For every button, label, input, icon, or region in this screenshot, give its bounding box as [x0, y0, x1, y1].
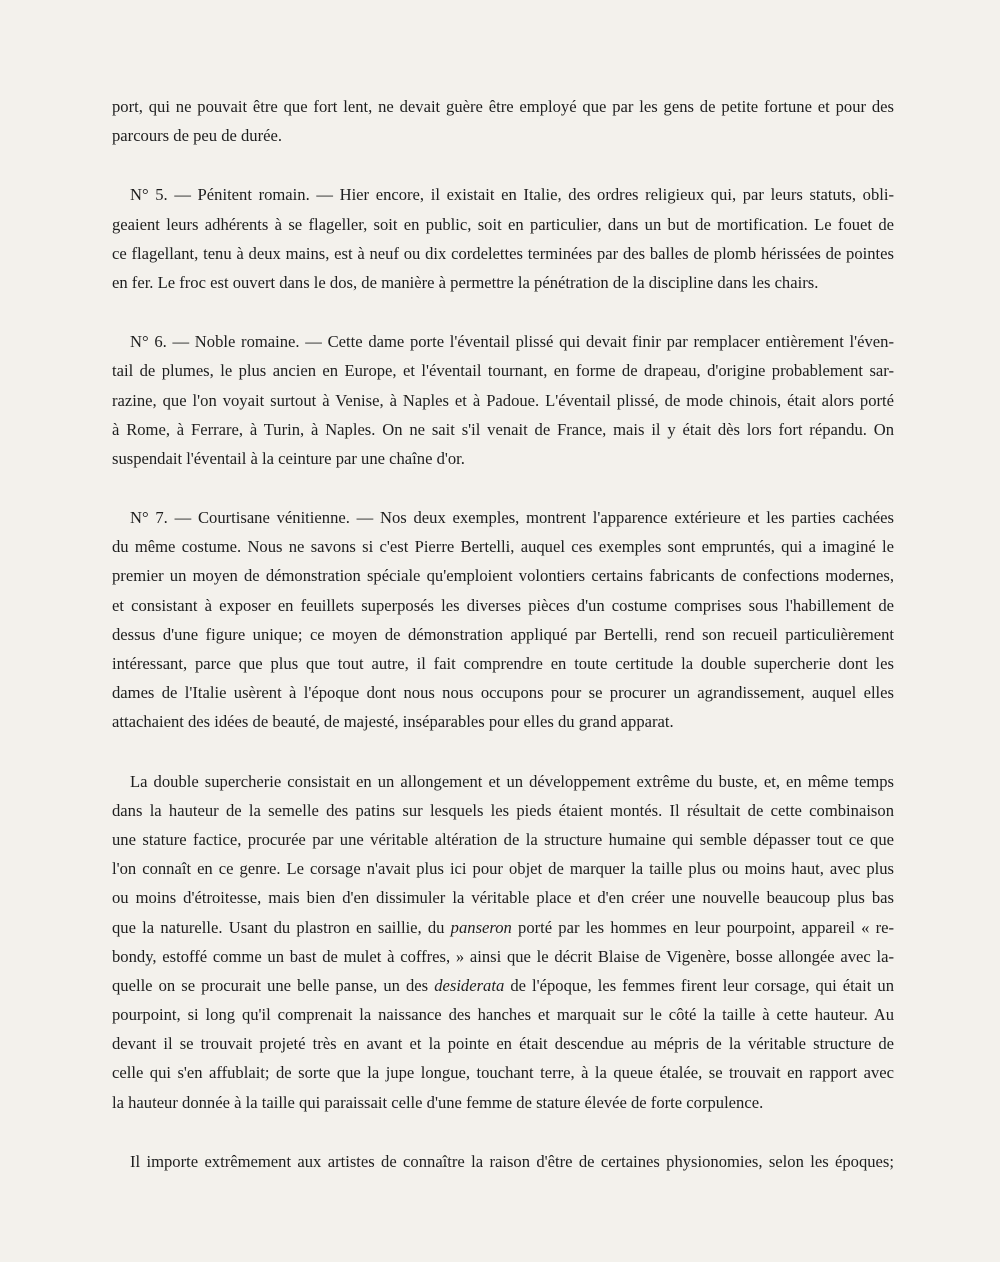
text-line: pourpoint, si long qu'il comprenait la naissance des hanches et marquait sur le côté la taille à cette hauteur. Au: [112, 1005, 894, 1025]
text-line: N° 6. — Noble romaine. — Cette dame porte l'éventail plissé qui devait finir par remplacer entièrement l'éven-: [130, 332, 894, 352]
text-line: devant il se trouvait projeté très en avant et la pointe en était descendue au mépris de la véritable structure de: [112, 1034, 894, 1054]
text-line: premier un moyen de démonstration spéciale qu'emploient volontiers certains fabricants de confections modernes,: [112, 566, 894, 586]
text-line: suspendait l'éventail à la ceinture par une chaîne d'or.: [112, 448, 465, 468]
paragraph-continuation: [112, 92, 894, 150]
text-line: à Rome, à Ferrare, à Turin, à Naples. On ne sait s'il venait de France, mais il y était dès lors fort répandu. On: [112, 419, 894, 439]
italic-term: panseron: [450, 917, 512, 937]
text-line: quelle on se procurait une belle panse, un des desiderata de l'époque, les femmes firent leur corsage, qui était un: [112, 975, 895, 995]
text-line: que la naturelle. Usant du plastron en saillie, du panseron porté par les hommes en leur pourpoint, appareil « re-: [112, 917, 894, 937]
text-line: l'on connaît en ce genre. Le corsage n'avait plus ici pour objet de marquer la taille plus ou moins haut, avec plus: [112, 859, 894, 879]
paragraph-no5: [112, 180, 894, 297]
text-line: celle qui s'en affublait; de sorte que la jupe longue, touchant terre, à la queue étalée, se trouvait en rapport avec: [112, 1063, 894, 1083]
paragraph-no7: [112, 503, 894, 737]
text-line: et consistant à exposer en feuillets superposés les diverses pièces d'un costume comprises sous l'habillement de: [112, 595, 894, 615]
text-line: bondy, estoffé comme un bast de mulet à coffres, » ainsi que le décrit Blaise de Vigenère, bosse allongée avec la-: [112, 946, 894, 966]
text-line: geaient leurs adhérents à se flageller, soit en public, soit en particulier, dans un but de mortification. Le fouet de: [112, 214, 894, 234]
paragraph-importe: [112, 1147, 894, 1176]
text-line: en fer. Le froc est ouvert dans le dos, de manière à permettre la pénétration de la discipline dans les chairs.: [112, 272, 819, 292]
text-line: dessus d'une figure unique; ce moyen de démonstration appliqué par Bertelli, rend son recueil particulièrement: [112, 624, 894, 644]
text-line: ce flagellant, tenu à deux mains, est à neuf ou dix cordelettes terminées par des balles de plomb hérissées de pointes: [112, 243, 894, 263]
text-line: port, qui ne pouvait être que fort lent, ne devait guère être employé que par les gens de petite fortune et pour des: [112, 97, 894, 116]
text-line: du même costume. Nous ne savons si c'est Pierre Bertelli, auquel ces exemples sont empruntés, qui a imaginé le: [112, 537, 894, 557]
text-line: N° 7. — Courtisane vénitienne. — Nos deux exemples, montrent l'apparence extérieure et les parties cachées: [130, 508, 894, 528]
text-line: tail de plumes, le plus ancien en Europe, et l'éventail tournant, en forme de drapeau, d'origine probablement sar-: [112, 361, 894, 381]
italic-term: desiderata: [434, 975, 505, 995]
text-line: Il importe extrêmement aux artistes de connaître la raison d'être de certaines physionomies, selon les époques;: [130, 1151, 894, 1171]
text-line: attachaient des idées de beauté, de majesté, inséparables pour elles du grand apparat.: [112, 712, 674, 732]
text-line: ou moins d'étroitesse, mais bien d'en dissimuler la véritable place et d'en créer une nouvelle beaucoup plus bas: [112, 888, 894, 908]
text-line: dames de l'Italie usèrent à l'époque dont nous nous occupons pour se procurer un agrandissement, auquel elles: [112, 683, 894, 703]
text-line: La double supercherie consistait en un allongement et un développement extrême du buste, et, en même temps: [130, 771, 894, 791]
text-line: une stature factice, procurée par une véritable altération de la structure humaine qui semble dépasser tout ce que: [112, 829, 894, 849]
text-line: dans la hauteur de la semelle des patins sur lesquels les pieds étaient montés. Il résultait de cette combinaison: [112, 800, 894, 820]
text-line: parcours de peu de durée.: [112, 126, 283, 146]
text-line: la hauteur donnée à la taille qui paraissait celle d'une femme de stature élevée de forte corpulence.: [112, 1092, 764, 1112]
text-line: intéressant, parce que plus que tout autre, il fait comprendre en toute certitude la double supercherie dont les: [112, 654, 894, 673]
text-line: razine, que l'on voyait surtout à Venise, à Naples et à Padoue. L'éventail plissé, de mode chinois, était alors porté: [112, 390, 894, 410]
text-line: N° 5. — Pénitent romain. — Hier encore, il existait en Italie, des ordres religieux qui, par leurs statuts, obli-: [130, 185, 894, 205]
paragraph-no6: [112, 327, 894, 473]
paragraph-supercherie: [112, 767, 894, 1117]
